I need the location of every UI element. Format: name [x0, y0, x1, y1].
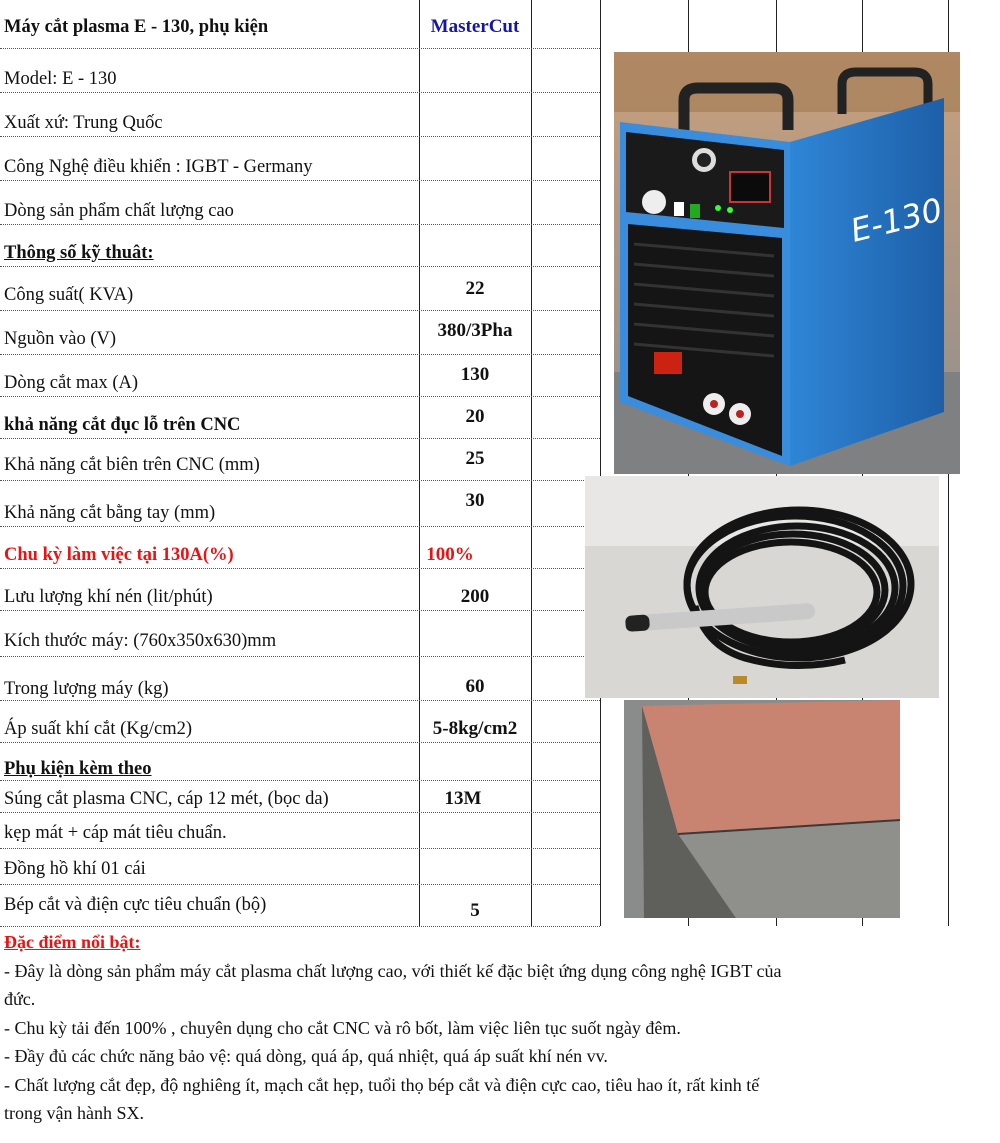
- spec-label: Khả năng cắt bằng tay (mm): [4, 503, 216, 523]
- spec-value: 130: [460, 364, 490, 385]
- accessory-label: kẹp mát + cáp mát tiêu chuẩn.: [4, 823, 227, 843]
- row-separator: [0, 780, 600, 781]
- spec-label: Dòng cắt max (A): [4, 373, 139, 393]
- spec-label: Công suất( KVA): [4, 285, 134, 305]
- spec-value: 22: [465, 278, 485, 299]
- feature-line: trong vận hành SX.: [4, 1103, 144, 1123]
- row-separator: [0, 136, 600, 137]
- spec-label: Kích thước máy: (760x350x630)mm: [4, 631, 277, 651]
- machine-label: E-130: [846, 190, 947, 250]
- spec-value: 200: [460, 586, 490, 607]
- row-separator: [0, 742, 600, 743]
- features-section: [4, 928, 994, 1128]
- feature-line: - Đây là dòng sản phẩm máy cắt plasma chất lượng cao, với thiết kế đặc biệt ứng dụng công nghệ IGBT của: [4, 960, 782, 981]
- spec-label: Lưu lượng khí nén (lit/phút): [4, 587, 213, 607]
- accessory-label: Đồng hồ khí 01 cái: [4, 859, 146, 879]
- spec-value: 5-8kg/cm2: [432, 718, 518, 739]
- row-separator: [0, 354, 600, 355]
- row-separator: [0, 310, 600, 311]
- info-technology: Công Nghệ điều khiển : IGBT - Germany: [4, 157, 313, 177]
- plasma-machine-photo: [614, 52, 960, 474]
- spec-value: 20: [465, 406, 485, 427]
- brand-name: MasterCut: [430, 16, 520, 37]
- row-separator: [0, 396, 600, 397]
- row-separator: [0, 884, 600, 885]
- spec-label: Khả năng cắt biên trên CNC (mm): [4, 455, 260, 475]
- row-separator: [0, 568, 600, 569]
- col-divider-2: [531, 0, 532, 926]
- spec-label-highlight: Chu kỳ làm việc tại 130A(%): [4, 545, 234, 565]
- spec-value: 60: [465, 676, 485, 697]
- spec-value: 30: [465, 490, 485, 511]
- spec-value: 25: [465, 448, 485, 469]
- accessory-value: 13M: [444, 788, 482, 809]
- row-separator: [0, 700, 600, 701]
- info-origin: Xuất xứ: Trung Quốc: [4, 113, 163, 133]
- accessory-label: Bép cắt và điện cực tiêu chuẩn (bộ): [4, 895, 267, 915]
- row-separator: [0, 180, 600, 181]
- feature-line: - Chu kỳ tải đến 100% , chuyên dụng cho cắt CNC và rô bốt, làm việc liên tục suốt ngày đêm.: [4, 1017, 681, 1038]
- row-separator: [0, 812, 600, 813]
- row-separator: [0, 92, 600, 93]
- specs-heading: Thông số kỹ thuât:: [4, 243, 154, 263]
- row-separator: [0, 48, 600, 49]
- feature-line: - Đầy đủ các chức năng bảo vệ: quá dòng, quá áp, quá nhiệt, quá áp suất khí nén vv.: [4, 1046, 608, 1066]
- info-model: Model: E - 130: [4, 69, 117, 89]
- row-separator: [0, 926, 600, 927]
- row-separator: [0, 610, 600, 611]
- accessory-label: Súng cắt plasma CNC, cáp 12 mét, (bọc da): [4, 789, 329, 809]
- row-separator: [0, 266, 600, 267]
- row-separator: [0, 480, 600, 481]
- spec-value-highlight: 100%: [426, 544, 474, 565]
- spec-label: khả năng cắt đục lỗ trên CNC: [4, 415, 241, 435]
- plasma-torch-cable-photo: [585, 476, 939, 698]
- row-separator: [0, 438, 600, 439]
- col-divider-3: [600, 0, 601, 926]
- row-separator: [0, 656, 600, 657]
- spec-value: 380/3Pha: [437, 320, 513, 341]
- feature-line: - Chất lượng cắt đẹp, độ nghiêng ít, mạch cắt hẹp, tuổi thọ bép cắt và điện cực cao, tiêu hao ít, rất kinh tế: [4, 1074, 760, 1095]
- accessory-value: 5: [470, 900, 480, 921]
- spec-label: Nguồn vào (V): [4, 329, 117, 349]
- steel-block-photo: [624, 700, 900, 918]
- spec-label: Áp suất khí cắt (Kg/cm2): [4, 719, 193, 739]
- page-title: Máy cắt plasma E - 130, phụ kiện: [4, 17, 269, 37]
- row-separator: [0, 848, 600, 849]
- row-separator: [0, 224, 600, 225]
- row-separator: [0, 526, 600, 527]
- features-heading: Đặc điểm nổi bật:: [4, 932, 141, 952]
- accessories-heading: Phụ kiện kèm theo: [4, 759, 152, 779]
- spec-label: Trong lượng máy (kg): [4, 679, 169, 699]
- info-product-line: Dòng sản phẩm chất lượng cao: [4, 201, 234, 221]
- feature-line: đức.: [4, 989, 36, 1009]
